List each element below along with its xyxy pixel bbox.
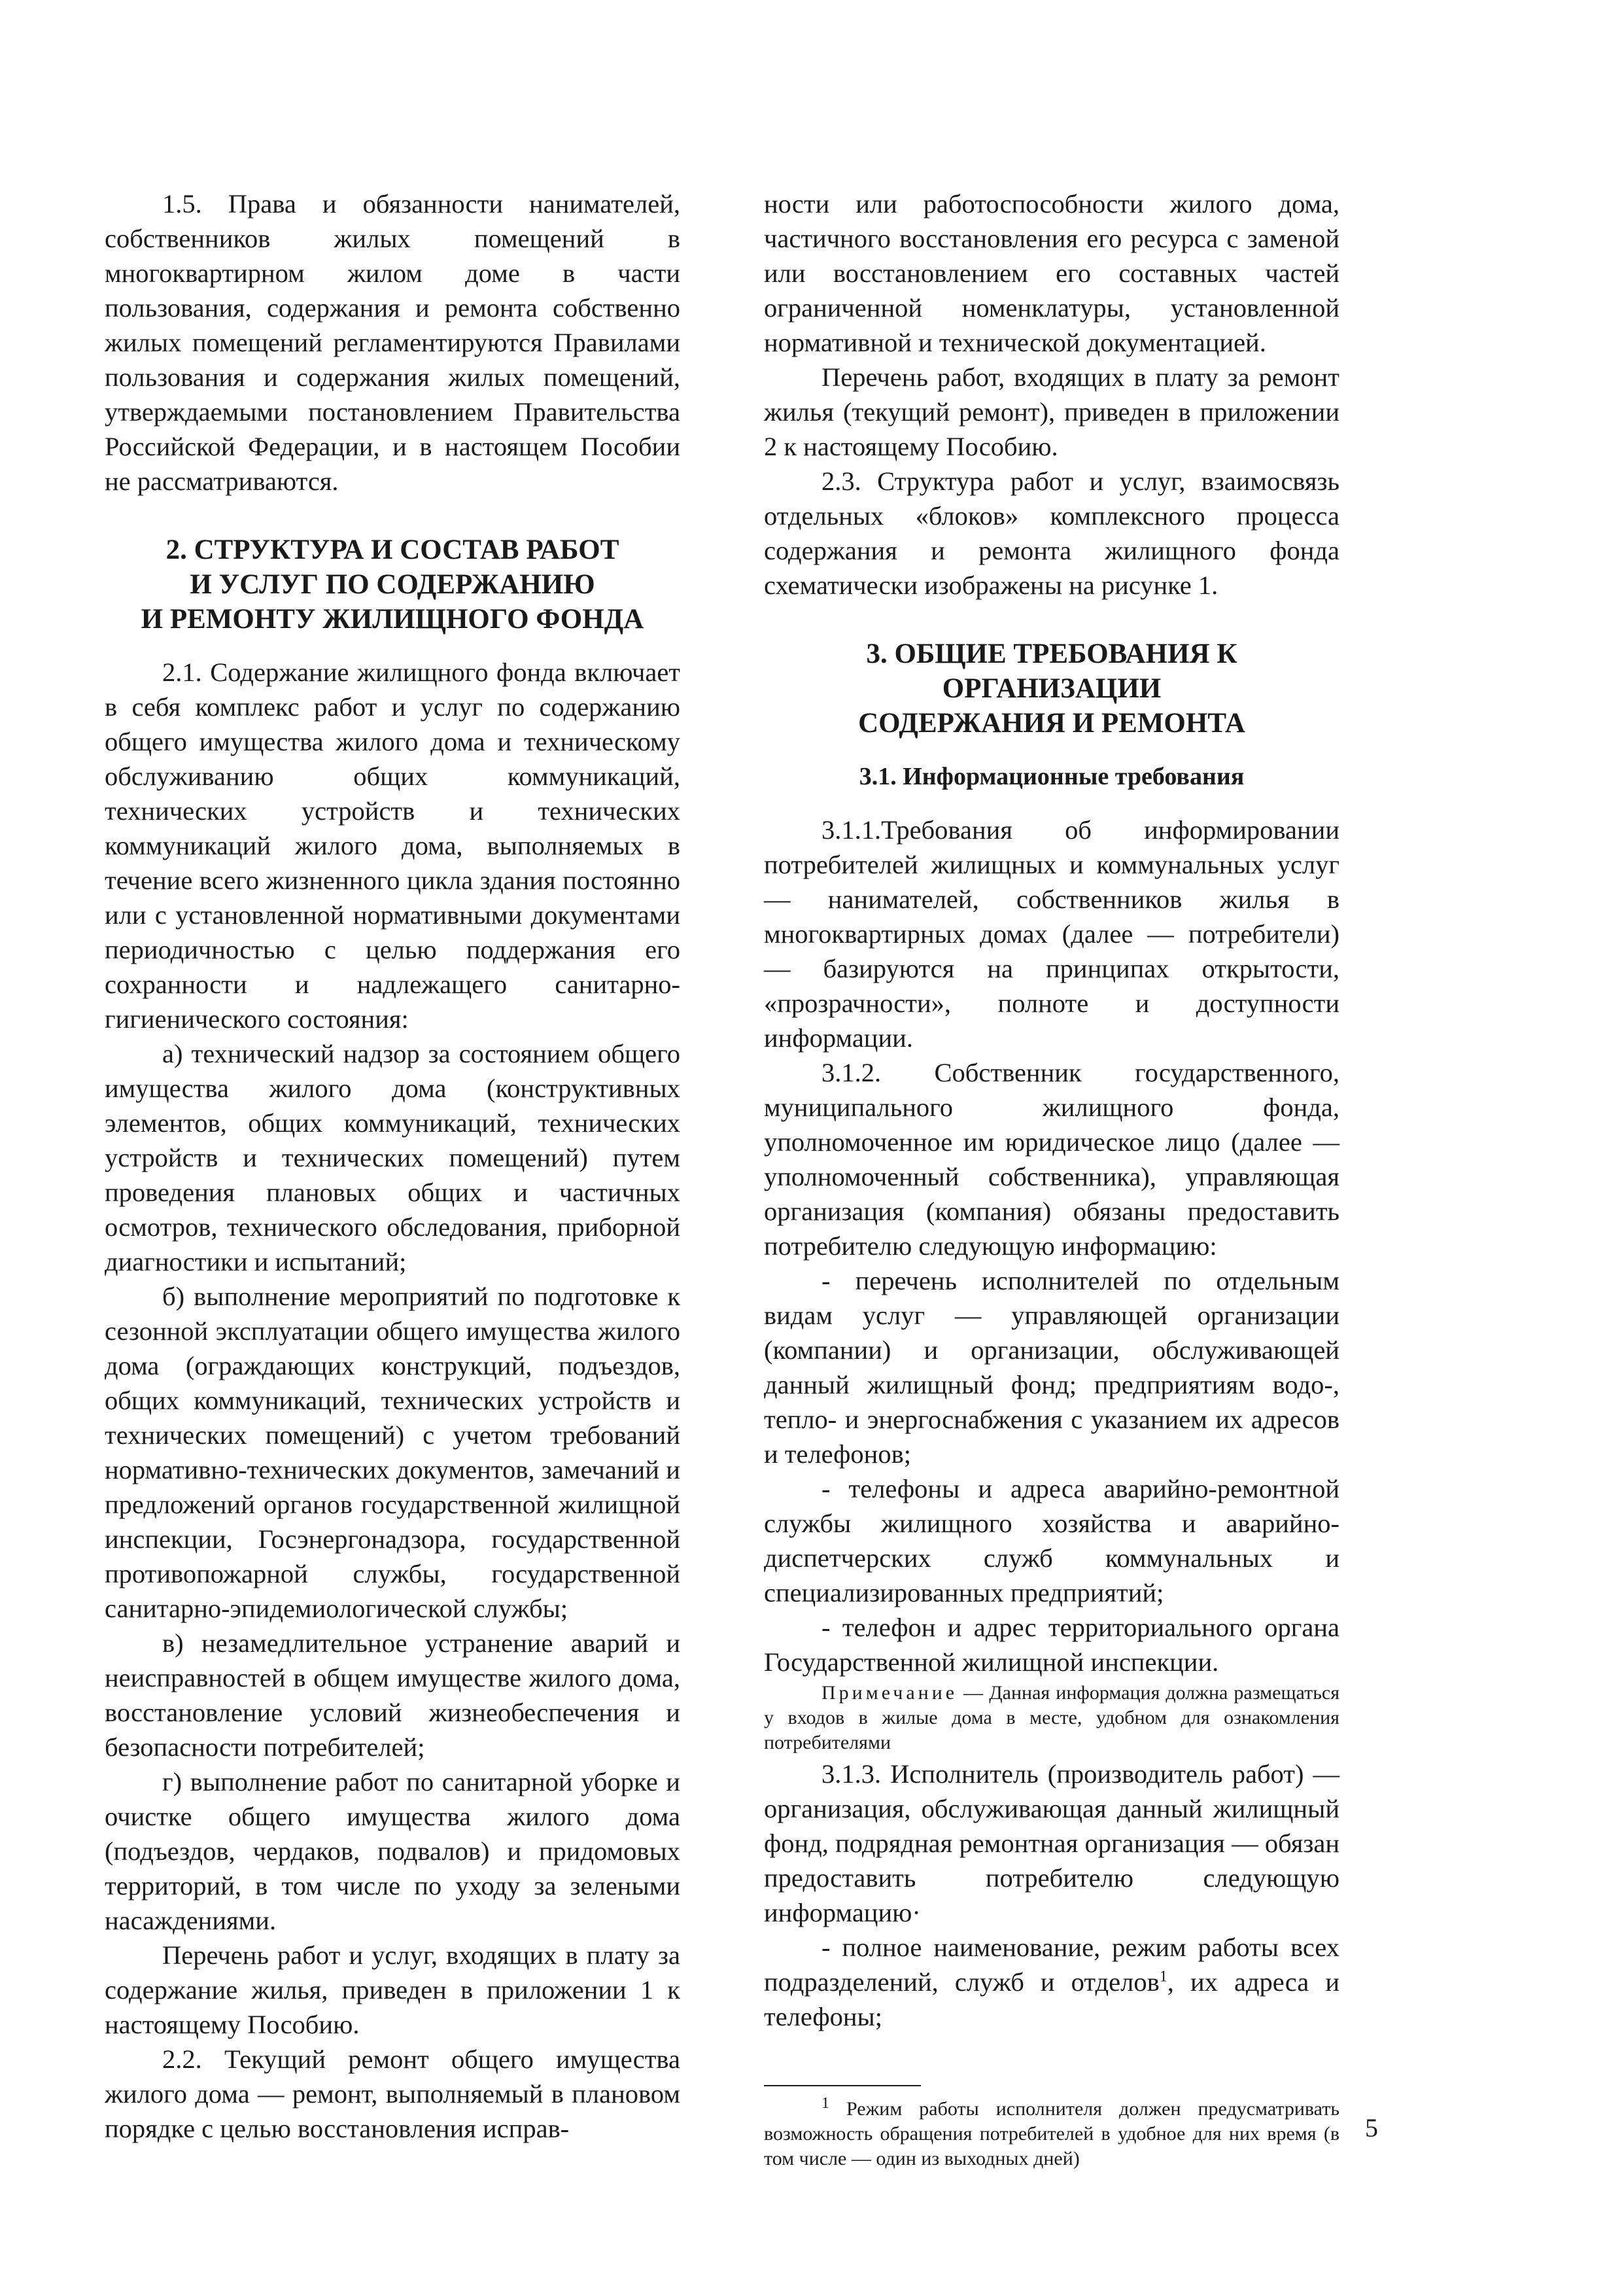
- dash-item-1: - перечень исполнителей по отдельным видам услуг — управляющей организации (компании) и организации, обслуживающей данный жилищный фонд; предприятиям водо-, тепло- и энергоснабжения с указанием их адресов и телефонов;: [764, 1266, 1339, 1469]
- footnote: [764, 2097, 1339, 2171]
- list-item-g: г) выполнение работ по санитарной уборке и очистке общего имущества жилого дома (подъездов, чердаков, подвалов) и придомовых территорий, в том числе по уходу за зелеными насаждениями.: [105, 1767, 680, 1935]
- footnote-text: Режим работы исполнителя должен предусматривать возможность обращения потребителей в удобное для них время (в том числе — один из выходных дней): [764, 2098, 1339, 2169]
- paragraph-2-2-continued: ности или работоспособности жилого дома, частичного восстановления его ресурса с заменой или восстановлением его составных частей ограниченной номенклатуры, установленной нормативной и технической документацией.: [764, 189, 1339, 357]
- dash-item-4-text-b: , их адреса и телефоны;: [764, 1967, 1339, 2031]
- page-number: 5: [1365, 2113, 1378, 2143]
- section-2-heading-line-3: И РЕМОНТУ ЖИЛИЩНОГО ФОНДА: [141, 604, 644, 635]
- dash-item-3: - телефон и адрес территориального органа Государственной жилищной инспекции.: [764, 1613, 1339, 1677]
- section-3-heading-line-1: 3. ОБЩИЕ ТРЕБОВАНИЯ К ОРГАНИЗАЦИИ: [866, 639, 1237, 704]
- left-column: [105, 186, 680, 2146]
- paragraph-appendix-2-ref: Перечень работ, входящих в плату за ремонт жилья (текущий ремонт), приведен в приложении 2 к настоящему Пособию.: [764, 362, 1339, 461]
- paragraph-3-1-3: 3.1.3. Исполнитель (производитель работ) — организация, обслуживающая данный жилищный фонд, подрядная ремонтная организация — обязан предоставить потребителю следующую информацию·: [764, 1759, 1339, 1927]
- paragraph-2-3: 2.3. Структура работ и услуг, взаимосвязь отдельных «блоков» комплексного процесса содержания и ремонта жилищного фонда схематически изображены на рисунке 1.: [764, 466, 1339, 600]
- section-3-heading: [764, 637, 1339, 741]
- list-item-a: а) технический надзор за состоянием общего имущества жилого дома (конструктивных элементов, общих коммуникаций, технических устройств и технических помещений) путем проведения плановых общих и частичных осмотров, технического обследования, приборной диагностики и испытаний;: [105, 1039, 680, 1276]
- section-2-heading: [105, 533, 680, 637]
- footnote-reference: 1: [1159, 1968, 1167, 1986]
- paragraph-2-2: 2.2. Текущий ремонт общего имущества жилого дома — ремонт, выполняемый в плановом порядке с целью восстановления исправ-: [105, 2044, 680, 2143]
- footnote-divider: [764, 2085, 921, 2086]
- paragraph-2-1: 2.1. Содержание жилищного фонда включает в себя комплекс работ и услуг по содержанию общего имущества жилого дома и техническому обслуживанию общих коммуникаций, технических устройств и технических коммуникаций жилого дома, выполняемых в течение всего жизненного цикла здания постоянно или с установленной нормативными документами периодичностью с целью поддержания его сохранности и надлежащего санитарно-гигиенического состояния:: [105, 657, 680, 1034]
- section-2-heading-line-2: И УСЛУГ ПО СОДЕРЖАНИЮ: [190, 569, 595, 600]
- section-2-heading-line-1: 2. СТРУКТУРА И СОСТАВ РАБОТ: [165, 534, 619, 565]
- list-item-b: б) выполнение мероприятий по подготовке к сезонной эксплуатации общего имущества жилого дома (ограждающих конструкций, подъездов, общих коммуникаций, технических устройств и технических помещений) с учетом требований нормативно-технических документов, замечаний и предложений органов государственной жилищной инспекции, Госэнергонадзора, государственной противопожарной службы, государственной санитарно-эпидемиологической службы;: [105, 1282, 680, 1623]
- dash-item-2: - телефоны и адреса аварийно-ремонтной службы жилищного хозяйства и аварийно-диспетчерских служб коммунальных и специализированных предприятий;: [764, 1474, 1339, 1607]
- paragraph-3-1-2: 3.1.2. Собственник государственного, муниципального жилищного фонда, уполномоченное им юридическое лицо (далее — уполномоченный собственника), управляющая организация (компания) обязаны предоставить потребителю следующую информацию:: [764, 1058, 1339, 1261]
- paragraph-appendix-1-ref: Перечень работ и услуг, входящих в плату за содержание жилья, приведен в приложении 1 к настоящему Пособию.: [105, 1940, 680, 2039]
- note-text: — Данная информация должна размещаться у входов в жилые дома в месте, удобном для ознакомления потребителями: [764, 1682, 1339, 1753]
- list-item-v: в) незамедлительное устранение аварий и неисправностей в общем имуществе жилого дома, восстановление условий жизнеобеспечения и безопасности потребителей;: [105, 1628, 680, 1762]
- dash-item-4-text-a: - полное наименование, режим работы всех подразделений, служб и отделов: [764, 1933, 1339, 1997]
- dash-item-4: [764, 1930, 1339, 2034]
- paragraph-3-1-1: 3.1.1.Требования об информировании потребителей жилищных и коммунальных услуг — нанимателей, собственников жилья в многоквартирных домах (далее — потребители) — базируются на принципах открытости, «прозрачности», полноте и доступности информации.: [764, 815, 1339, 1053]
- note-label: Примечание: [821, 1682, 958, 1704]
- section-3-1-heading: 3.1. Информационные требования: [859, 763, 1245, 790]
- paragraph-1-5: 1.5. Права и обязанности нанимателей, собственников жилых помещений в многоквартирном жилом доме в части пользования, содержания и ремонта собственно жилых помещений регламентируются Правилами пользования и содержания жилых помещений, утверждаемыми постановлением Правительства Российской Федерации, и в настоящем Пособии не рассматриваются.: [105, 189, 680, 496]
- footnote-mark: 1: [821, 2095, 829, 2112]
- section-3-heading-line-2: СОДЕРЖАНИЯ И РЕМОНТА: [858, 708, 1245, 739]
- note: [764, 1681, 1339, 1755]
- right-column: [764, 186, 1339, 2171]
